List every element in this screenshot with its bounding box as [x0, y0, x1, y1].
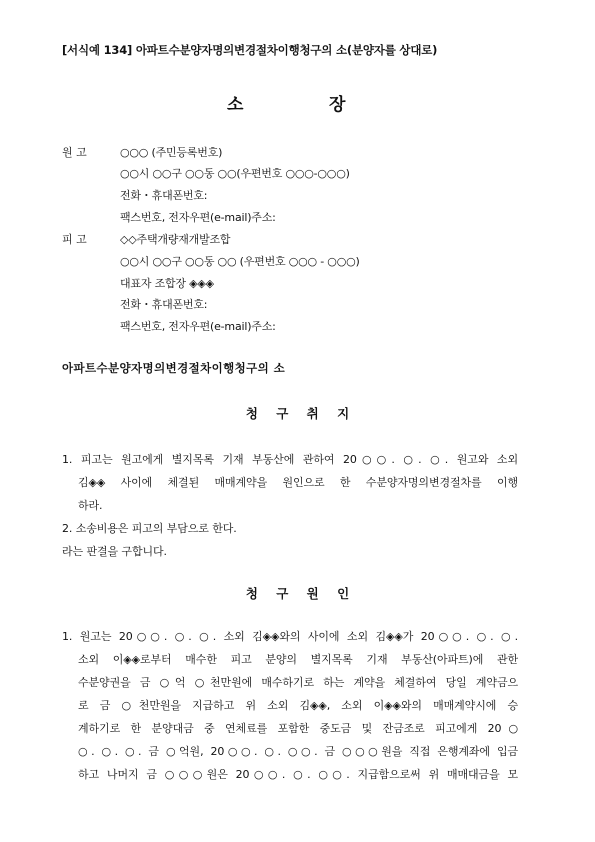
claim-purpose-line: 라는 판결을 구합니다. — [62, 545, 167, 558]
claim-cause-line: 수분양권을 금 ○억 ○천만원에 매수하기로 하는 계약을 체결하여 당일 계약금으 — [78, 676, 518, 689]
claim-purpose-line: 하라. — [78, 499, 103, 512]
plaintiff-phone: 전화・휴대폰번호: — [120, 189, 208, 202]
claim-cause-line: 소외 이◈◈로부터 매수한 피고 분양의 별지목록 기재 부동산(아파트)에 관한 — [78, 653, 518, 666]
plaintiff-fax-email: 팩스번호, 전자우편(e-mail)주소: — [120, 211, 276, 224]
plaintiff-address: ○○시 ○○구 ○○동 ○○(우편번호 ○○○-○○○) — [120, 167, 350, 180]
plaintiff-name: ○○○ (주민등록번호) — [120, 146, 223, 159]
claim-purpose-line: 1. 피고는 원고에게 별지목록 기재 부동산에 관하여 20○○. ○. ○. 원고와 소외 — [62, 453, 518, 466]
defendant-representative: 대표자 조합장 ◈◈◈ — [120, 277, 214, 290]
claim-cause-line: 로 금 ○천만원을 지급하고 위 소외 김◈◈, 소외 이◈◈와의 매매계약시에 승 — [78, 699, 518, 712]
claim-cause-line: 1. 원고는 20○○. ○. ○. 소외 김◈◈와의 사이에 소외 김◈◈가 20○○. ○. ○. — [62, 630, 518, 643]
claim-cause-heading: 청 구 원 인 — [245, 586, 350, 601]
defendant-phone: 전화・휴대폰번호: — [120, 298, 208, 311]
claim-purpose-line: 김◈◈ 사이에 체결된 매매계약을 원인으로 한 수분양자명의변경절차를 이행 — [78, 476, 518, 489]
claim-cause-line: 계하기로 한 분양대금 중 연체료를 포함한 중도금 및 잔금조로 피고에게 20○ — [78, 722, 518, 735]
case-name: 아파트수분양자명의변경절차이행청구의 소 — [62, 361, 286, 375]
plaintiff-role: 원 고 — [62, 146, 87, 159]
defendant-fax-email: 팩스번호, 전자우편(e-mail)주소: — [120, 320, 276, 333]
claim-cause-body — [62, 625, 518, 786]
claim-cause-line: 하고 나머지 금 ○○○원은 20○○. ○. ○○. 지급함으로써 위 매매대금을 모 — [78, 768, 518, 781]
defendant-role: 피 고 — [62, 233, 87, 246]
document-title — [0, 90, 595, 114]
claim-purpose-line: 2. 소송비용은 피고의 부담으로 한다. — [62, 522, 237, 535]
form-label: [서식예 134] 아파트수분양자명의변경절차이행청구의 소(분양자를 상대로) — [62, 43, 438, 57]
claim-purpose-body — [62, 448, 518, 563]
claim-cause-line: ○. ○. ○. 금 ○억원, 20○○. ○. ○○. 금 ○○○원을 직접 은행계좌에 입금 — [78, 745, 518, 758]
defendant-name: ◇◇주택개량재개발조합 — [120, 233, 231, 246]
claim-purpose-heading: 청 구 취 지 — [245, 406, 350, 421]
title-char-2: 장 — [329, 95, 346, 115]
title-char-1: 소 — [227, 95, 244, 115]
defendant-address: ○○시 ○○구 ○○동 ○○ (우편번호 ○○○ - ○○○) — [120, 255, 360, 268]
